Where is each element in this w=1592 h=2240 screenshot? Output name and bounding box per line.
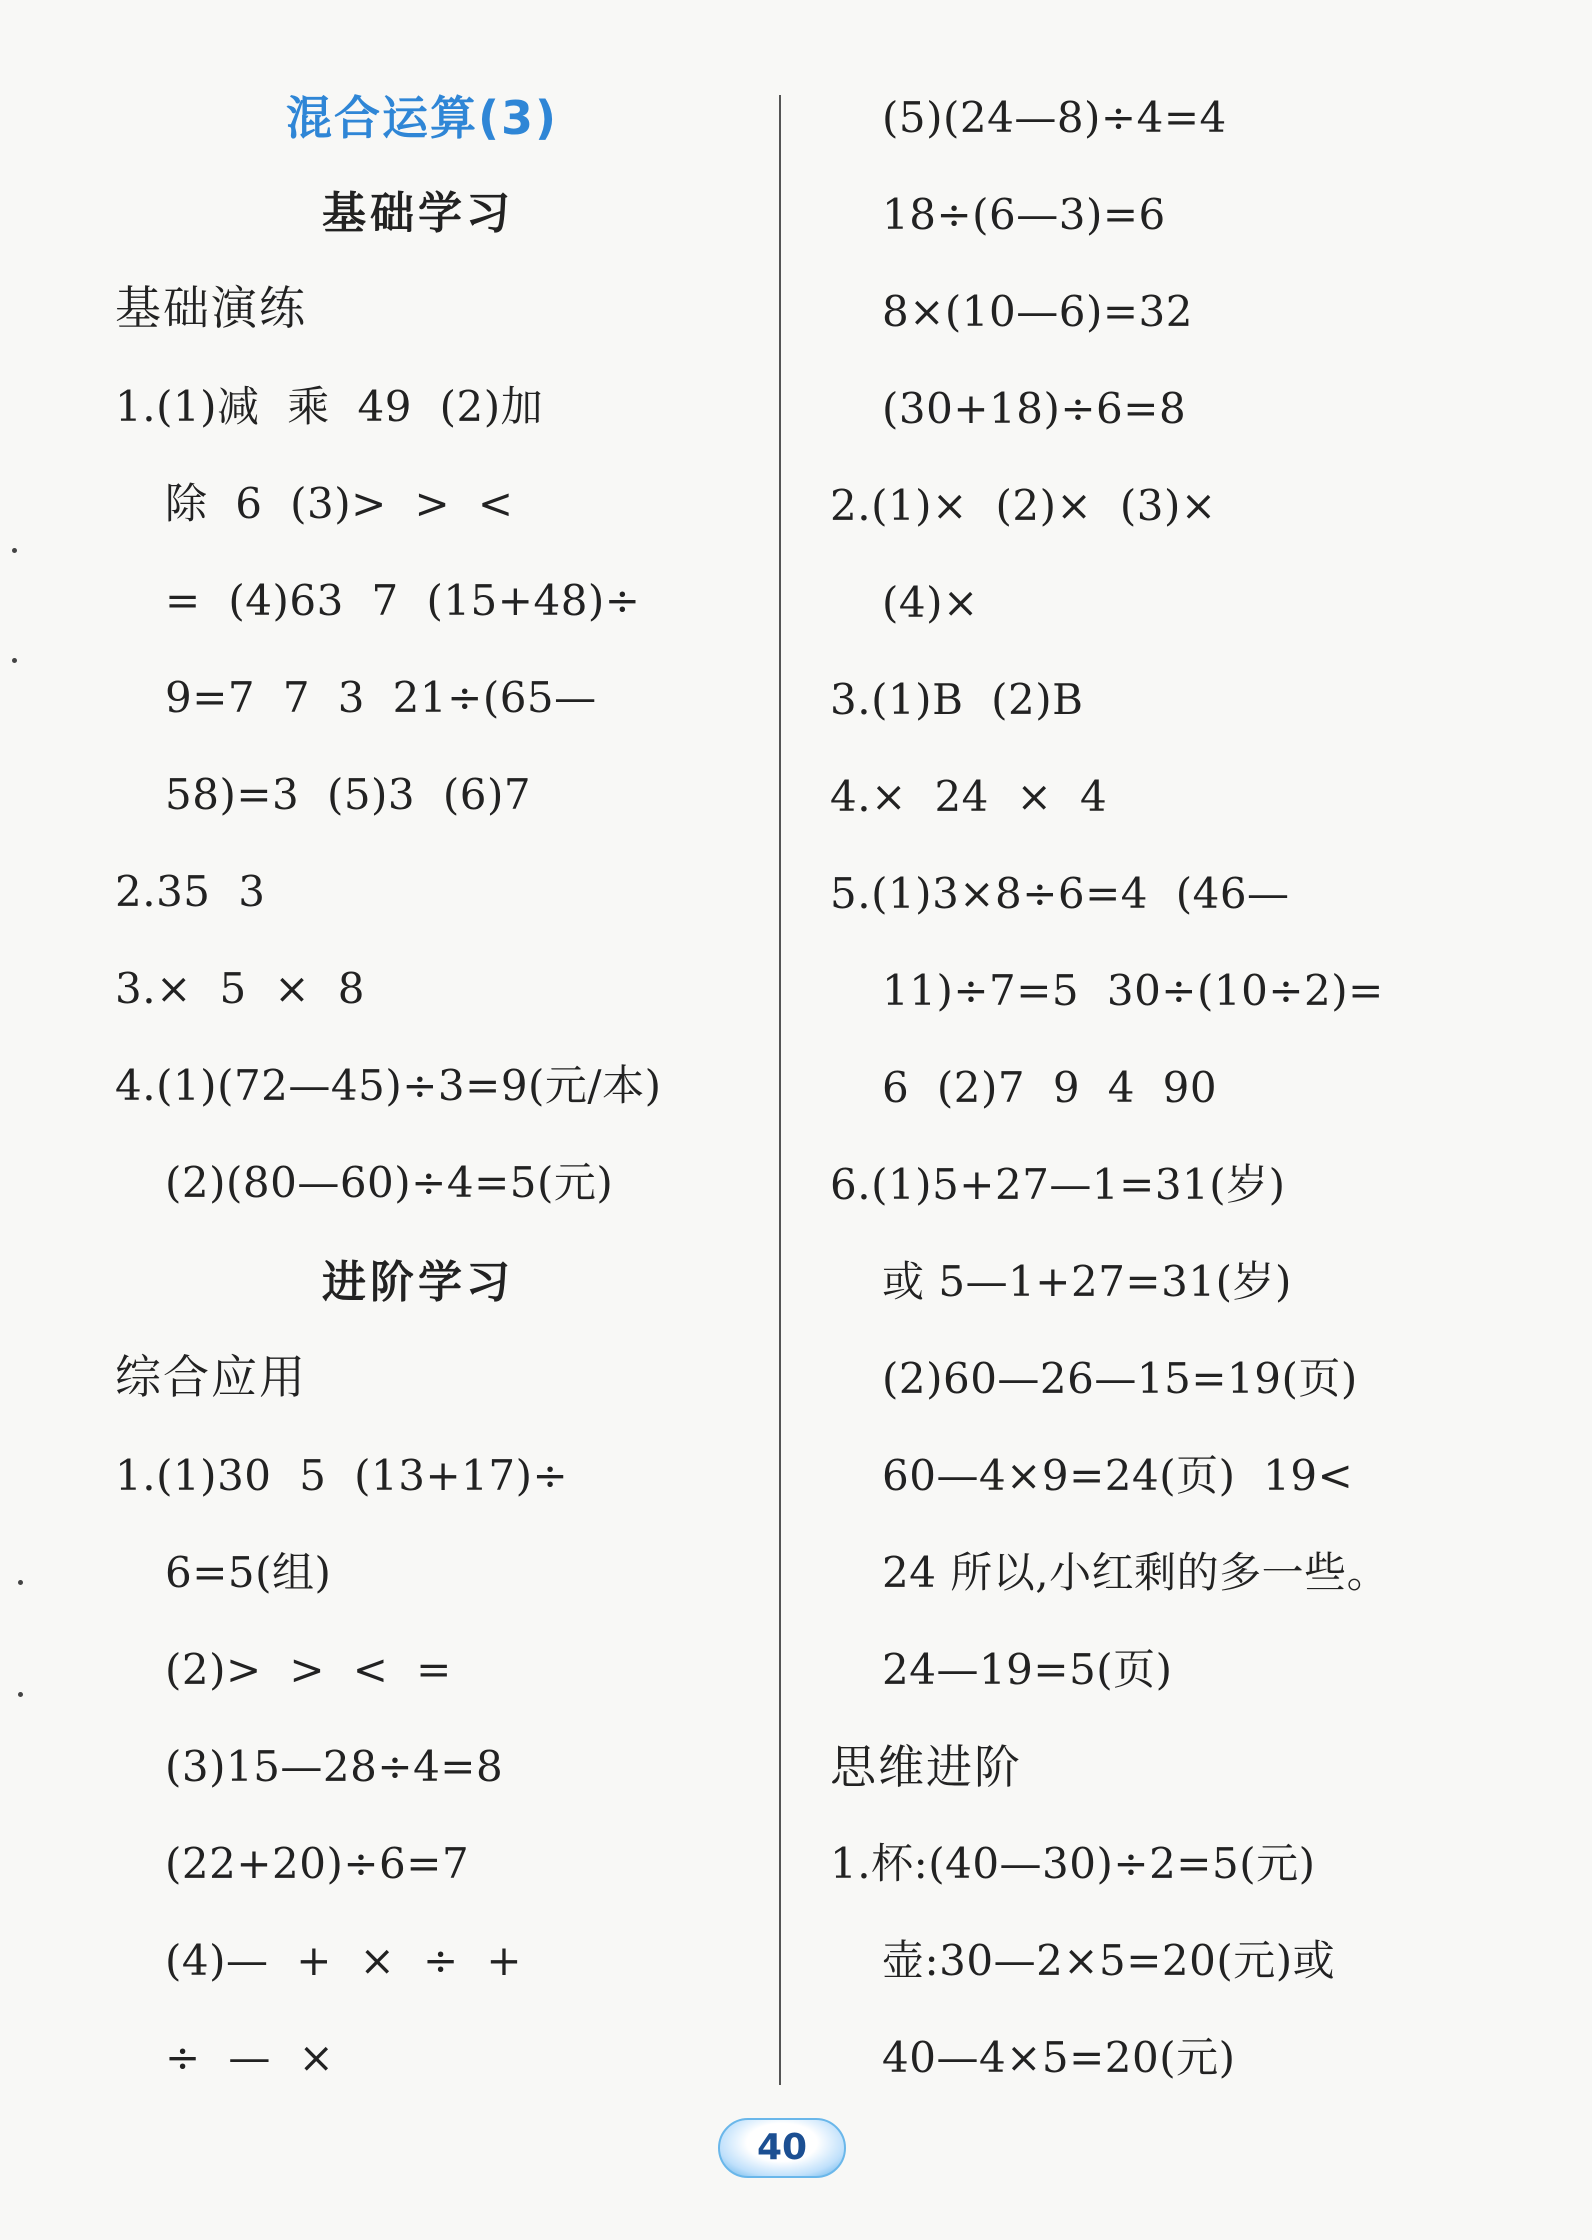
answer-line: (2)> > < =: [165, 1645, 452, 1694]
answer-line: (4)×: [882, 578, 979, 627]
answer-line: 60—4×9=24(页) 19<: [882, 1451, 1354, 1500]
lesson-title: 混合运算(3): [286, 91, 559, 145]
answer-line: 6=5(组): [165, 1548, 332, 1597]
answer-line: (5)(24—8)÷4=4: [882, 93, 1227, 142]
answer-line: 8×(10—6)=32: [882, 287, 1193, 336]
answer-line: 3.(1)B (2)B: [830, 675, 1084, 724]
answer-line: = (4)63 7 (15+48)÷: [165, 576, 641, 625]
answer-line: 18÷(6—3)=6: [882, 190, 1166, 239]
answer-line: 或 5—1+27=31(岁): [882, 1257, 1292, 1306]
answer-line: 4.(1)(72—45)÷3=9(元/本): [115, 1061, 662, 1110]
subheading-comprehensive: 综合应用: [115, 1350, 307, 1404]
answer-line: 11)÷7=5 30÷(10÷2)=: [882, 966, 1384, 1015]
answer-line: ÷ — ×: [165, 2033, 335, 2082]
answer-line: 40—4×5=20(元): [882, 2033, 1236, 2082]
page-number: 40: [756, 2127, 808, 2168]
section-heading-advanced: 进阶学习: [322, 1257, 514, 1308]
margin-dot: [12, 658, 17, 663]
answer-line: 壶:30—2×5=20(元)或: [882, 1936, 1336, 1985]
answer-line: 6 (2)7 9 4 90: [882, 1063, 1218, 1112]
answer-line: 2.(1)× (2)× (3)×: [830, 481, 1217, 530]
answer-line: 1.(1)30 5 (13+17)÷: [115, 1451, 569, 1500]
answer-line: (2)(80—60)÷4=5(元): [165, 1158, 614, 1207]
answer-line: (3)15—28÷4=8: [165, 1742, 504, 1791]
answer-line: (4)— + × ÷ +: [165, 1936, 523, 1985]
subheading-thinking: 思维进阶: [830, 1740, 1022, 1794]
answer-line: 除 6 (3)> > <: [165, 479, 514, 528]
answer-line: 2.35 3: [115, 867, 266, 916]
answer-line: 4.× 24 × 4: [830, 772, 1108, 821]
answer-line: (22+20)÷6=7: [165, 1839, 470, 1888]
margin-dot: [18, 1580, 23, 1585]
margin-dot: [12, 548, 17, 553]
answer-line: 58)=3 (5)3 (6)7: [165, 770, 532, 819]
column-divider: [779, 95, 781, 2085]
answer-line: 9=7 7 3 21÷(65—: [165, 673, 597, 722]
answer-line: 24—19=5(页): [882, 1645, 1173, 1694]
answer-line: (2)60—26—15=19(页): [882, 1354, 1358, 1403]
answer-line: 5.(1)3×8÷6=4 (46—: [830, 869, 1290, 918]
answer-line: 6.(1)5+27—1=31(岁): [830, 1160, 1286, 1209]
answer-line: (30+18)÷6=8: [882, 384, 1187, 433]
answer-line: 24 所以,小红剩的多一些。: [882, 1548, 1390, 1597]
answer-line: 3.× 5 × 8: [115, 964, 366, 1013]
answer-line: 1.(1)减 乘 49 (2)加: [115, 382, 544, 431]
answer-line: 1.杯:(40—30)÷2=5(元): [830, 1839, 1316, 1888]
section-heading-basic: 基础学习: [322, 188, 514, 239]
subheading-basic-practice: 基础演练: [115, 281, 307, 335]
margin-dot: [18, 1692, 23, 1697]
